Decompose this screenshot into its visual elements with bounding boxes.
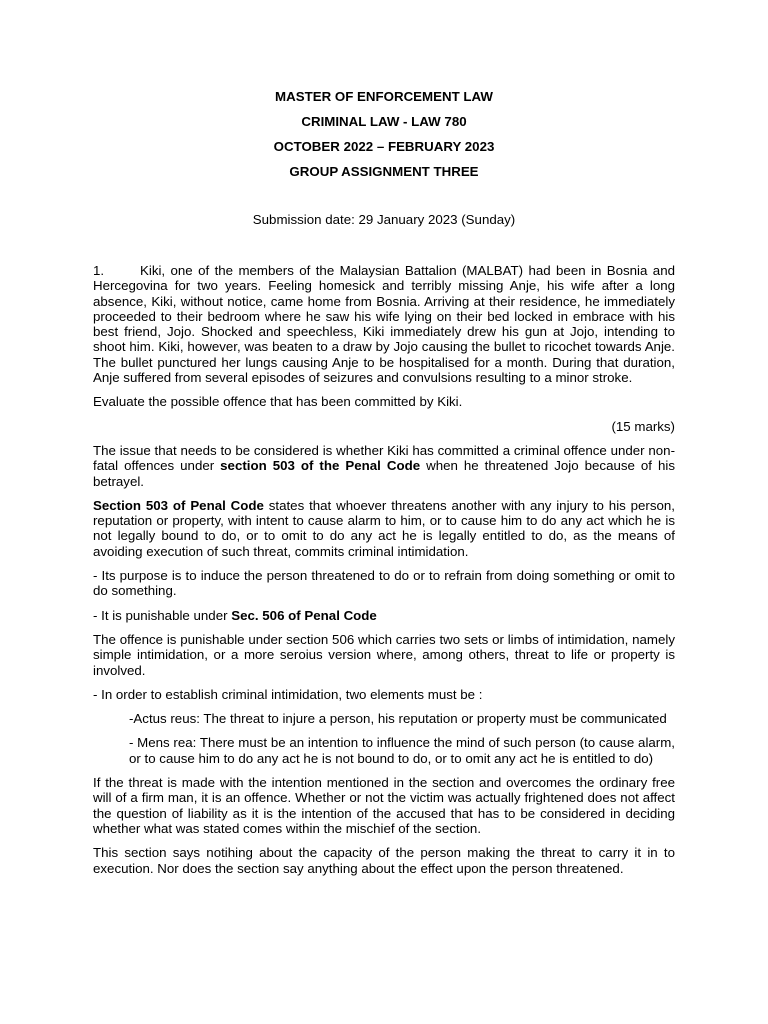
answer-purpose-paragraph: - Its purpose is to induce the person threatened to do or to refrain from doing something or omit to do something. (93, 568, 675, 599)
answer-section-506-paragraph: The offence is punishable under section 506 which carries two sets or limbs of intimidation, namely simple intimidation, or a more seroius version where, among others, threat to life or property is involved. (93, 631, 675, 678)
course-title: CRIMINAL LAW - LAW 780 (301, 114, 467, 129)
question-number: 1. (93, 263, 105, 278)
question-marks: (15 marks) (611, 418, 675, 434)
answer-section-503-paragraph (93, 498, 675, 559)
answer-section-503-statute: Section 503 of Penal Code (93, 497, 264, 513)
assignment-title: GROUP ASSIGNMENT THREE (289, 164, 479, 179)
answer-punishable-text: - It is punishable under (93, 607, 232, 623)
answer-mens-rea: - Mens rea: There must be an intention to influence the mind of such person (to cause alarm, or to cause him to do any act he is not bound to do, or to omit any act he is entitled to do) (129, 735, 675, 766)
answer-section-503-text: states that whoever threatens another with any injury to his person, reputation or property, with intent to cause alarm to him, or to cause him to do any act which he is not legally bound to do, or to omit to do any act he is legally entitled to do, as the means of avoiding execution of such threat, commits criminal intimidation. (93, 497, 675, 559)
answer-issue-text-end: when he threatened Jojo because of his betrayel. (93, 458, 675, 489)
semester-period: OCTOBER 2022 – FEBRUARY 2023 (273, 139, 495, 154)
answer-elements-intro: - In order to establish criminal intimidation, two elements must be : (93, 686, 483, 702)
answer-liability-paragraph: If the threat is made with the intention mentioned in the section and overcomes the ordinary free will of a firm man, it is an offence. Whether or not the victim was actually frightened does not affect the question of liability as it is the intention of the accused that has to be considered in deciding whether what was stated comes within the mischief of the section. (93, 775, 675, 836)
answer-punishable-paragraph (93, 608, 675, 623)
answer-capacity-paragraph: This section says notihing about the capacity of the person making the threat to carry it in to execution. Nor does the section say anything about the effect upon the person threatened. (93, 845, 675, 876)
question-task: Evaluate the possible offence that has been committed by Kiki. (93, 394, 463, 410)
question-paragraph (93, 263, 675, 385)
answer-issue-statute: section 503 of the Penal Code (220, 458, 421, 474)
program-title: MASTER OF ENFORCEMENT LAW (275, 89, 493, 104)
answer-punishable-statute: Sec. 506 of Penal Code (231, 607, 377, 623)
answer-actus-reus: -Actus reus: The threat to injure a person, his reputation or property must be communicated (129, 711, 667, 727)
answer-issue-text: The issue that needs to be considered is whether Kiki has committed a criminal offence under non-fatal offences under (93, 442, 675, 474)
answer-issue-paragraph (93, 443, 675, 489)
document-body (93, 263, 675, 885)
submission-date: Submission date: 29 January 2023 (Sunday) (252, 212, 516, 227)
question-text: Kiki, one of the members of the Malaysian Battalion (MALBAT) had been in Bosnia and Hercegovina for two years. Feeling homesick and terribly missing Anje, his wife after a long absence, Kiki, without notice, came home from Bosnia. Arriving at their residence, he immediately proceeded to their bedroom where he saw his wife lying on their bed locked in embrace with his best friend, Jojo. Shocked and speechless, Kiki immediately drew his gun at Jojo, intending to shoot him. Kiki, however, was beaten to a draw by Jojo causing the bullet to ricochet towards Anje. The bullet punctured her lungs causing Anje to be hospitalised for a month. During that duration, Anje suffered from several episodes of seizures and convulsions resulting to a minor stroke. (93, 263, 675, 386)
